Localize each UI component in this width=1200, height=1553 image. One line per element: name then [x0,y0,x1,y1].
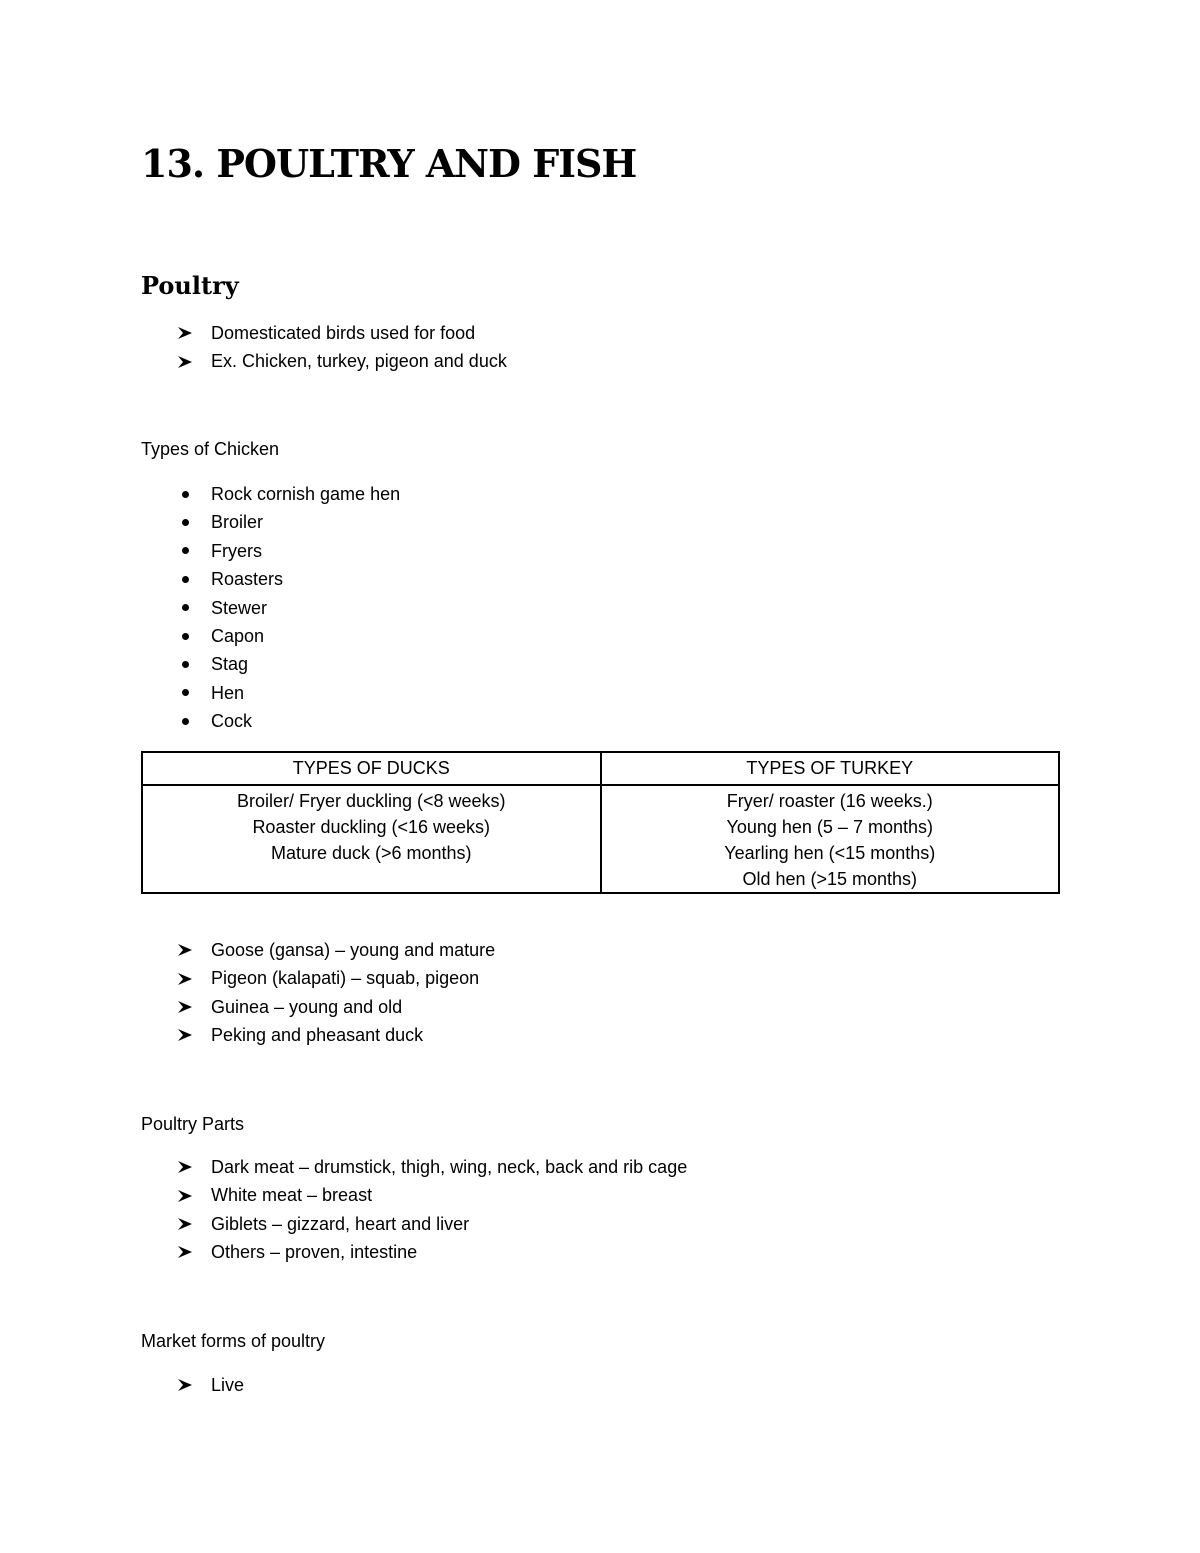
list-item-text: Stewer [211,597,268,618]
arrow-bullet-icon [175,1181,195,1209]
list-item [175,537,400,565]
list-item [175,1153,687,1181]
other-birds-list [175,936,495,1050]
list-item-text: Stag [211,654,249,675]
list-item-text: Fryers [211,540,262,561]
ducks-turkey-table [141,751,1060,894]
arrow-bullet-icon [175,1021,195,1049]
table-header-turkey: TYPES OF TURKEY [601,752,1060,785]
list-item-text: Broiler [211,512,264,533]
poultry-heading: Poultry [141,271,239,300]
types-of-chicken-label: Types of Chicken [141,439,280,459]
list-item-text: Giblets – gizzard, heart and liver [211,1213,470,1234]
list-item [175,565,400,593]
turkey-type: Fryer/ roaster (16 weeks.) [726,791,933,811]
list-item-text: Domesticated birds used for food [211,323,476,343]
bullet-icon [175,565,195,593]
list-item-text: Live [211,1375,245,1395]
list-item-text: Roasters [211,569,284,590]
list-item-text: White meat – breast [211,1185,373,1206]
turkey-type: Old hen (>15 months) [742,869,918,889]
bullet-icon [175,679,195,707]
turkey-cell [601,785,1060,893]
arrow-bullet-icon [175,1371,195,1399]
poultry-parts-label: Poultry Parts [141,1114,245,1134]
chicken-types-list [175,480,400,736]
list-item [175,650,400,678]
list-item-text: Others – proven, intestine [211,1242,418,1263]
bullet-icon [175,622,195,650]
list-item [175,1021,495,1049]
duck-type: Roaster duckling (<16 weeks) [252,817,491,837]
list-item [175,936,495,964]
arrow-bullet-icon [175,319,195,347]
list-item [175,594,400,622]
list-item [175,347,507,375]
ducks-cell [142,785,601,893]
list-item-text: Rock cornish game hen [211,484,401,504]
list-item [175,993,495,1021]
list-item [175,679,400,707]
list-item-text: Goose (gansa) – young and mature [211,940,496,960]
turkey-type: Young hen (5 – 7 months) [726,817,933,837]
table-header-row [142,752,1059,785]
list-item [175,1238,687,1266]
list-item [175,480,400,508]
list-item [175,707,400,735]
table-header-ducks: TYPES OF DUCKS [142,752,601,785]
list-item [175,622,400,650]
list-item [175,319,507,347]
list-item [175,1371,244,1399]
arrow-bullet-icon [175,1153,195,1181]
list-item-text: Capon [211,625,265,646]
arrow-bullet-icon [175,1210,195,1238]
list-item-text: Hen [211,682,245,703]
arrow-bullet-icon [175,993,195,1021]
bullet-icon [175,537,195,565]
duck-type: Broiler/ Fryer duckling (<8 weeks) [236,791,506,811]
market-forms-label: Market forms of poultry [141,1331,326,1351]
arrow-bullet-icon [175,936,195,964]
poultry-parts-list [175,1153,687,1267]
list-item-text: Cock [211,711,253,732]
arrow-bullet-icon [175,1238,195,1266]
turkey-type: Yearling hen (<15 months) [724,843,936,863]
bullet-icon [175,594,195,622]
market-forms-list [175,1371,244,1399]
list-item-text: Peking and pheasant duck [211,1025,424,1046]
list-item-text: Pigeon (kalapati) – squab, pigeon [211,968,480,989]
table-row [142,785,1059,893]
list-item [175,1181,687,1209]
poultry-definition-list [175,319,507,376]
bullet-icon [175,508,195,536]
arrow-bullet-icon [175,347,195,375]
list-item [175,964,495,992]
page-title: 13. POULTRY AND FISH [141,141,637,186]
list-item-text: Ex. Chicken, turkey, pigeon and duck [211,351,507,372]
list-item [175,508,400,536]
list-item-text: Guinea – young and old [211,996,403,1017]
arrow-bullet-icon [175,964,195,992]
bullet-icon [175,707,195,735]
list-item-text: Dark meat – drumstick, thigh, wing, neck, back and rib cage [211,1157,688,1177]
bullet-icon [175,650,195,678]
list-item [175,1210,687,1238]
duck-type: Mature duck (>6 months) [270,843,472,863]
bullet-icon [175,480,195,508]
